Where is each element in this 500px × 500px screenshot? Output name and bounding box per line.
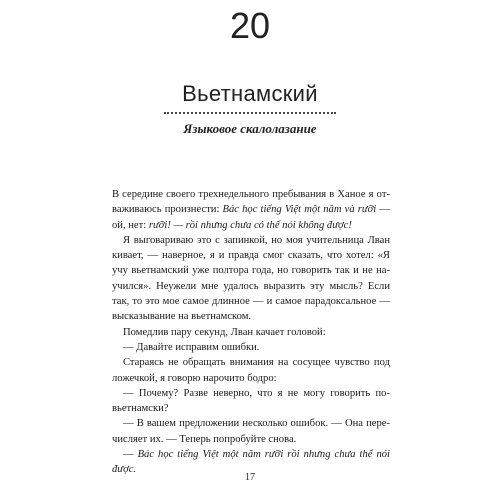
paragraph [112,416,390,447]
body-text [112,187,390,478]
paragraph [112,355,390,386]
text-run: В середине своего трехнедельного пребывания в Ханое я отваживаюсь произнести: [112,189,390,216]
paragraph [112,187,390,233]
chapter-subtitle: Языковое скалолазание [183,121,317,136]
text-run: Я выговариваю это с запинкой, но моя учительница Лван кивает, — наверное, я и правда смог сказать, что хотел: «Я учу вьетнамский уже полтора года, но говорить так и не научился». Неужели мне удалось выразить эту мысль? Если так, то это мое самое длинное — и самое парадоксальное — высказывание на вьетнамском. [112,234,390,323]
chapter-title: Вьетнамский [182,81,318,106]
text-run: Стараясь не обращать внимания на сосущее чувство под ложечкой, я говорю нарочито бодро: [112,357,390,384]
dotted-divider [164,112,336,114]
chapter-number: 20 [229,5,271,46]
text-run: Помедлив пару секунд, Лван качает головой: [123,326,326,338]
paragraph [112,325,390,340]
vietnamese-phrase: rưỡi! — rồi nhưng chưa có thể nói không được! [148,219,352,231]
vietnamese-phrase: Bác học tiếng Việt một năm và rưỡi [222,204,377,216]
page-number: 17 [245,472,255,483]
vietnamese-phrase: Bác học tiếng Việt một năm rưỡi rồi nhưng chưa thể nói được. [112,449,390,476]
paragraph [112,233,390,325]
text-run: — [123,449,138,461]
paragraph [112,340,390,355]
text-run: — В вашем предложении несколько ошибок. — Она перечисляет их. — Теперь попробуйте снова. [112,418,390,445]
paragraph [112,386,390,417]
text-run: — ой, нет: [112,204,390,231]
text-run: — Давайте исправим ошибки. [123,341,260,353]
text-run: — Почему? Разве неверно, что я не могу говорить по-вьетнамски? [112,387,390,415]
